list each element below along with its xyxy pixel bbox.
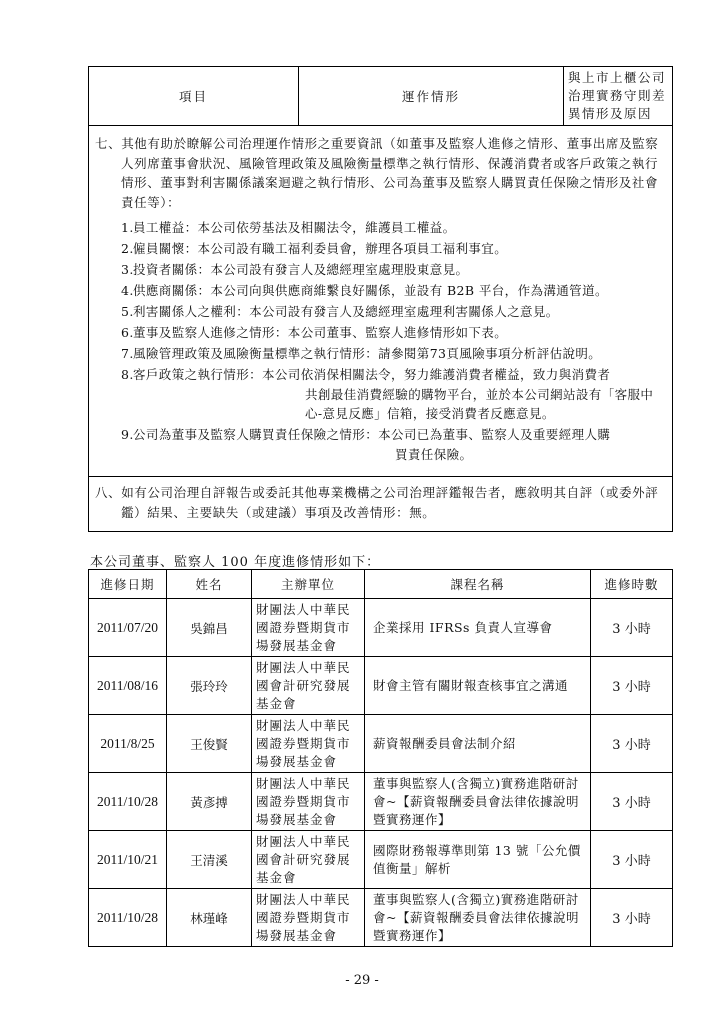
governance-header-row	[89, 67, 673, 126]
item-text: 投資者關係：本公司設有發言人及總經理室處理股東意見。	[133, 262, 469, 277]
cell-date: 2011/10/21	[89, 831, 167, 889]
cell-course: 企業採用 IFRSs 負責人宣導會	[365, 599, 591, 657]
column-header: 進修日期	[89, 570, 167, 599]
cell-date: 2011/10/28	[89, 889, 167, 947]
cell-course: 董事與監察人(含獨立)實務進階研討會~【薪資報酬委員會法律依據說明暨實務運作】	[365, 889, 591, 947]
cell-name: 黃彥搏	[167, 773, 252, 831]
section7-cell	[89, 126, 673, 477]
section7-intro: 七、其他有助於瞭解公司治理運作情形之重要資訊（如董事及監察人進修之情形、董事出席及監察人列席董事會狀況、風險管理政策及風險衡量標準之執行情形、保護消費者或客戶政策之執行情形、董事對利害關係議案迴避之執行情形、公司為董事及監察人購買責任保險之情形及社會責任等）：	[95, 136, 659, 210]
item-number: 5.	[121, 304, 134, 319]
column-header: 主辦單位	[252, 570, 365, 599]
header-item: 項目	[89, 67, 299, 126]
header-diff-line: 與上市上櫃公司	[568, 70, 667, 85]
cell-course: 薪資報酬委員會法制介紹	[365, 715, 591, 773]
cell-hours: 3 小時	[591, 599, 673, 657]
list-item	[121, 281, 668, 301]
list-item	[121, 365, 668, 424]
cell-org: 財團法人中華民國證券暨期貨市場發展基金會	[252, 889, 365, 947]
item-number: 9.	[121, 427, 134, 442]
item-number: 3.	[121, 262, 134, 277]
cell-course: 國際財務報導準則第 13 號「公允價值衡量」解析	[365, 831, 591, 889]
training-header-row	[89, 570, 673, 599]
list-item	[121, 344, 668, 364]
governance-table	[88, 66, 673, 532]
cell-org: 財團法人中華民國會計研究發展基金會	[252, 657, 365, 715]
section7-row	[89, 126, 673, 477]
item-number: 8.	[121, 367, 134, 382]
table-row	[89, 599, 673, 657]
item-text: 供應商關係：本公司向與供應商維繫良好關係，並設有 B2B 平台，作為溝通管道。	[133, 283, 608, 298]
item-text: 公司為董事及監察人購買責任保險之情形：本公司已為董事、監察人及重要經理人購	[133, 427, 611, 442]
column-header: 課程名稱	[365, 570, 591, 599]
training-caption: 本公司董事、監察人 100 年度進修情形如下：	[90, 555, 381, 570]
header-diff-line: 異情形及原因	[568, 106, 653, 121]
column-header: 進修時數	[591, 570, 673, 599]
cell-course: 董事與監察人(含獨立)實務進階研討會~【薪資報酬委員會法律依據說明暨實務運作】	[365, 773, 591, 831]
cell-date: 2011/10/28	[89, 773, 167, 831]
cell-org: 財團法人中華民國證券暨期貨市場發展基金會	[252, 715, 365, 773]
cell-org: 財團法人中華民國證券暨期貨市場發展基金會	[252, 773, 365, 831]
cell-hours: 3 小時	[591, 889, 673, 947]
cell-name: 王清溪	[167, 831, 252, 889]
header-operation: 運作情形	[299, 67, 564, 126]
table-row	[89, 889, 673, 947]
section8-cell	[89, 476, 673, 531]
cell-name: 林瑾峰	[167, 889, 252, 947]
table-row	[89, 831, 673, 889]
page-number: - 29 -	[345, 973, 379, 988]
item-number: 2.	[121, 241, 134, 256]
list-item	[121, 218, 668, 238]
cell-date: 2011/08/16	[89, 657, 167, 715]
cell-hours: 3 小時	[591, 657, 673, 715]
item-text: 風險管理政策及風險衡量標準之執行情形：請參閱第73頁風險事項分析評估說明。	[133, 346, 602, 361]
section7-list	[95, 218, 668, 464]
header-diff-line: 治理實務守則差	[568, 88, 667, 103]
item-continuation: 共創最佳消費經驗的購物平台，並於本公司網站設有「客服中心-意見反應」信箱，接受消費者反應意見。	[305, 386, 654, 421]
cell-name: 吳錦昌	[167, 599, 252, 657]
cell-org: 財團法人中華民國證券暨期貨市場發展基金會	[252, 599, 365, 657]
item-text: 客戶政策之執行情形：本公司依消保相關法令，努力維護消費者權益，致力與消費者	[133, 367, 611, 382]
item-text: 利害關係人之權利：本公司設有發言人及總經理室處理利害關係人之意見。	[133, 304, 559, 319]
cell-hours: 3 小時	[591, 773, 673, 831]
cell-course: 財會主管有關財報查核事宜之溝通	[365, 657, 591, 715]
list-item	[121, 260, 668, 280]
section8-text: 八、如有公司治理自評報告或委託其他專業機構之公司治理評鑑報告者，應敘明其自評（或委外評鑑）結果、主要缺失（或建議）事項及改善情形：無。	[95, 484, 659, 520]
list-item	[121, 239, 668, 259]
header-diff	[564, 67, 673, 126]
item-text: 僱員關懷：本公司設有職工福利委員會，辦理各項員工福利事宜。	[133, 241, 508, 256]
cell-name: 張玲玲	[167, 657, 252, 715]
table-row	[89, 773, 673, 831]
item-text: 員工權益：本公司依勞基法及相關法令，維護員工權益。	[133, 220, 456, 235]
training-table	[88, 569, 673, 947]
item-text: 董事及監察人進修之情形：本公司董事、監察人進修情形如下表。	[133, 325, 508, 340]
list-item	[121, 425, 668, 464]
cell-date: 2011/8/25	[89, 715, 167, 773]
item-number: 6.	[121, 325, 134, 340]
item-number: 4.	[121, 283, 134, 298]
item-number: 1.	[121, 220, 134, 235]
list-item	[121, 323, 668, 343]
item-continuation: 買責任保險。	[395, 446, 473, 462]
cell-name: 王俊賢	[167, 715, 252, 773]
cell-date: 2011/07/20	[89, 599, 167, 657]
cell-hours: 3 小時	[591, 831, 673, 889]
cell-org: 財團法人中華民國會計研究發展基金會	[252, 831, 365, 889]
table-row	[89, 715, 673, 773]
list-item	[121, 302, 668, 322]
table-row	[89, 657, 673, 715]
column-header: 姓名	[167, 570, 252, 599]
item-number: 7.	[121, 346, 134, 361]
cell-hours: 3 小時	[591, 715, 673, 773]
section8-row	[89, 476, 673, 531]
